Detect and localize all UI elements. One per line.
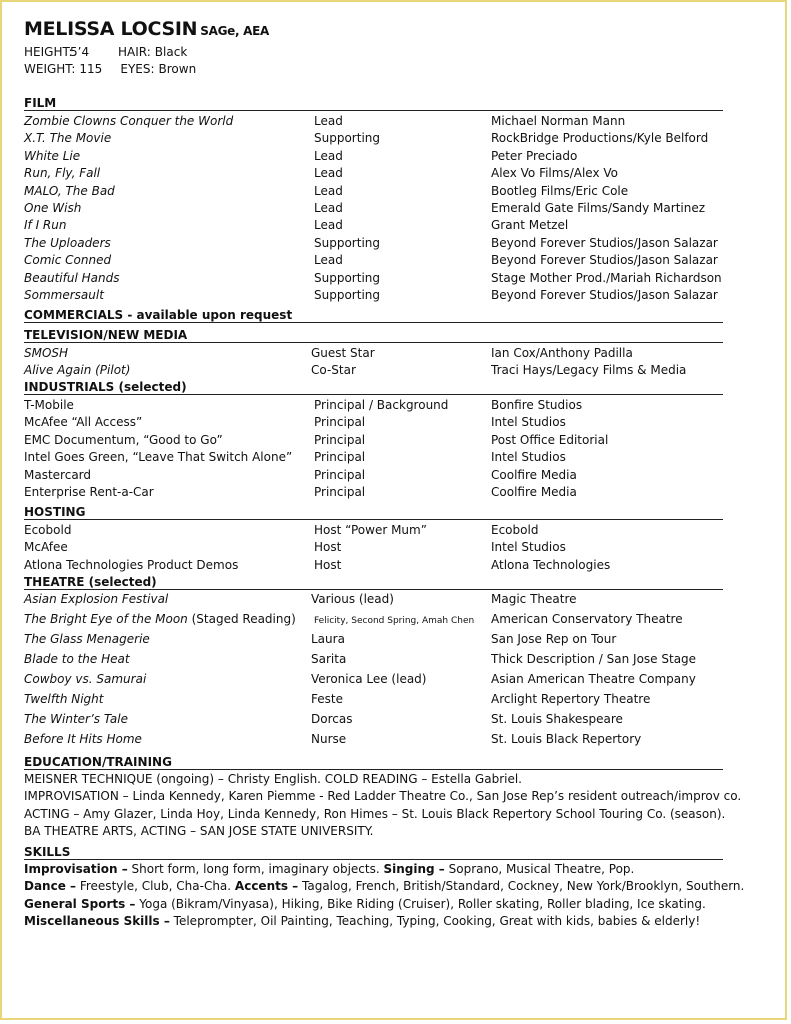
credit-company: Bootleg Films/Eric Cole <box>491 183 629 198</box>
film-credit-row <box>24 288 724 303</box>
credit-role: Lead <box>314 201 343 215</box>
credit-role: Co-Star <box>311 363 356 378</box>
credit-company: Coolfire Media <box>491 467 577 482</box>
industrial-credit-row <box>24 398 724 413</box>
skill-text: Tagalog, French, British/Standard, Cockney, New York/Brooklyn, Southern. <box>298 879 745 894</box>
credit-title: Asian Explosion Festival <box>24 592 169 606</box>
section-hosting-heading: HOSTING <box>24 505 723 520</box>
skills-list <box>24 861 745 931</box>
education-line: MEISNER TECHNIQUE (ongoing) – Christy English. COLD READING – Estella Gabriel. <box>24 772 522 786</box>
credit-role: Supporting <box>314 131 380 146</box>
theatre-credit-row <box>24 672 724 687</box>
credit-company: American Conservatory Theatre <box>491 612 683 626</box>
theatre-credit-row <box>24 592 724 607</box>
credit-role: Lead <box>314 114 343 128</box>
credit-title: Beautiful Hands <box>24 270 120 285</box>
credit-role: Host “Power Mum” <box>314 523 427 537</box>
hair-label: HAIR: <box>118 45 151 59</box>
credit-title: McAfee <box>24 540 68 555</box>
credit-company: Ecobold <box>491 523 539 537</box>
credit-title: Alive Again (Pilot) <box>24 363 131 378</box>
credit-title: Intel Goes Green, “Leave That Switch Alone” <box>24 450 293 465</box>
credit-title: EMC Documentum, “Good to Go” <box>24 432 223 447</box>
credit-role: Principal <box>314 432 366 447</box>
education-list <box>24 771 742 841</box>
theatre-credit-row <box>24 712 724 727</box>
film-credit-row <box>24 149 724 164</box>
credit-role: Laura <box>311 632 345 646</box>
section-film-heading: FILM <box>24 96 723 111</box>
hosting-credit-row <box>24 558 724 573</box>
credit-role: Lead <box>314 166 343 181</box>
credit-role: Lead <box>314 218 343 233</box>
television-credit-row <box>24 346 724 361</box>
credit-role: Sarita <box>311 652 347 666</box>
credit-role: Supporting <box>314 270 380 285</box>
height-label: HEIGHT: <box>24 45 73 59</box>
skill-key: General Sports – <box>24 896 136 911</box>
skills-line-misc <box>24 913 729 930</box>
skills-line-improv-singing <box>24 861 729 878</box>
film-credit-row <box>24 184 724 199</box>
credit-company: Thick Description / San Jose Stage <box>491 652 697 666</box>
section-education-heading: EDUCATION/TRAINING <box>24 755 723 770</box>
film-credit-row <box>24 236 724 251</box>
credit-role: Dorcas <box>311 712 353 726</box>
credit-role: Veronica Lee (lead) <box>311 672 427 686</box>
credit-title: Cowboy vs. Samurai <box>24 672 147 686</box>
credit-company: Beyond Forever Studios/Jason Salazar <box>491 253 718 268</box>
credit-title: Zombie Clowns Conquer the World <box>24 114 234 128</box>
credit-company: Traci Hays/Legacy Films & Media <box>491 363 687 378</box>
credit-role: Supporting <box>314 288 380 302</box>
credit-title: The Bright Eye of the Moon <box>24 612 188 626</box>
credit-company: Grant Metzel <box>491 218 569 233</box>
skill-key: Improvisation – <box>24 862 128 876</box>
credit-company: Post Office Editorial <box>491 432 609 447</box>
credit-title-group <box>24 592 168 606</box>
section-industrials-heading: INDUSTRIALS (selected) <box>24 380 723 395</box>
credit-title-group <box>24 652 130 666</box>
credit-title-group <box>24 692 103 706</box>
credit-title-note: (Staged Reading) <box>187 612 296 626</box>
credit-title: Atlona Technologies Product Demos <box>24 557 239 572</box>
credit-role: Felicity, Second Spring, Amah Chen <box>314 616 475 626</box>
industrial-credit-row <box>24 433 724 448</box>
credit-title: If I Run <box>24 218 67 233</box>
industrial-credit-row <box>24 468 724 483</box>
credit-company: Peter Preciado <box>491 148 578 163</box>
credit-title: White Lie <box>24 148 81 163</box>
credit-company: Atlona Technologies <box>491 557 611 572</box>
weight-value: 115 <box>79 62 103 76</box>
section-television-heading: TELEVISION/NEW MEDIA <box>24 328 723 343</box>
skills-line-dance-accents <box>24 878 745 895</box>
credit-title: Twelfth Night <box>24 692 104 706</box>
education-line: IMPROVISATION – Linda Kennedy, Karen Piemme - Red Ladder Theatre Co., San Jose Rep’s resident outreach/improv co. <box>24 789 742 804</box>
theatre-credit-row <box>24 732 724 747</box>
industrial-credit-row <box>24 450 724 465</box>
credit-role: Nurse <box>311 732 347 746</box>
television-credit-row <box>24 363 724 378</box>
credit-company: Emerald Gate Films/Sandy Martinez <box>491 201 706 215</box>
education-line: ACTING – Amy Glazer, Linda Hoy, Linda Kennedy, Ron Himes – St. Louis Black Repertory School Touring Co. (season). <box>24 806 726 821</box>
skill-key: Dance – <box>24 879 77 894</box>
credit-title: Enterprise Rent-a-Car <box>24 485 154 499</box>
credit-title: Run, Fly, Fall <box>24 166 101 181</box>
eyes-value: Brown <box>158 62 197 76</box>
industrial-credit-row <box>24 485 724 500</box>
credit-role: Guest Star <box>311 346 375 360</box>
film-credit-row <box>24 131 724 146</box>
credit-company: St. Louis Shakespeare <box>491 712 623 726</box>
credit-company: Michael Norman Mann <box>491 114 626 128</box>
credit-role: Lead <box>314 148 343 163</box>
stats-line-1 <box>24 45 187 59</box>
credit-title: Mastercard <box>24 467 92 482</box>
credit-title: T-Mobile <box>24 398 74 412</box>
theatre-credit-row <box>24 632 724 647</box>
credit-title-group <box>24 672 146 686</box>
credit-role: Various (lead) <box>311 592 394 606</box>
hair-value: Black <box>154 45 188 59</box>
credit-company: San Jose Rep on Tour <box>491 632 617 646</box>
credit-role: Principal <box>314 485 366 499</box>
stats-line-2 <box>24 62 196 76</box>
credit-title-group <box>24 712 128 726</box>
credit-company: St. Louis Black Repertory <box>491 732 642 746</box>
credit-title: MALO, The Bad <box>24 183 115 198</box>
name-text: MELISSA LOCSIN <box>24 18 198 40</box>
credit-company: Coolfire Media <box>491 485 577 499</box>
film-credit-row <box>24 166 724 181</box>
skill-text: Teleprompter, Oil Painting, Teaching, Typing, Cooking, Great with kids, babies & elderly! <box>169 914 701 929</box>
film-credit-row <box>24 218 724 233</box>
credit-company: Arclight Repertory Theatre <box>491 692 651 706</box>
credit-role: Host <box>314 557 342 572</box>
skill-text: Soprano, Musical Theatre, Pop. <box>444 862 635 876</box>
credit-role: Host <box>314 540 342 555</box>
credit-company: Beyond Forever Studios/Jason Salazar <box>491 288 718 302</box>
union-affiliations: SAGe, AEA <box>200 24 269 38</box>
theatre-credit-row <box>24 652 724 667</box>
skill-key: Singing – <box>383 862 445 876</box>
credit-role: Principal / Background <box>314 398 449 412</box>
credit-title: Ecobold <box>24 523 72 537</box>
hosting-credit-row <box>24 523 724 538</box>
film-credit-row <box>24 201 724 216</box>
credit-title: X.T. The Movie <box>24 131 112 146</box>
eyes-label: EYES: <box>120 62 155 76</box>
credit-company: Intel Studios <box>491 450 566 465</box>
skills-line-sports <box>24 896 729 913</box>
theatre-credit-row <box>24 612 724 627</box>
credit-title: One Wish <box>24 201 82 215</box>
skill-key: Accents – <box>234 879 299 894</box>
credit-role: Principal <box>314 415 366 430</box>
credit-role: Lead <box>314 183 343 198</box>
credit-title: Sommersault <box>24 288 104 302</box>
credit-title: Blade to the Heat <box>24 652 130 666</box>
credit-company: Intel Studios <box>491 540 566 555</box>
credit-role: Supporting <box>314 235 380 250</box>
credit-company: Stage Mother Prod./Mariah Richardson <box>491 270 722 285</box>
credit-company: Alex Vo Films/Alex Vo <box>491 166 618 181</box>
film-credit-row <box>24 114 724 129</box>
credit-title: Before It Hits Home <box>24 732 142 746</box>
film-credit-row <box>24 253 724 268</box>
credit-role: Principal <box>314 450 366 465</box>
height-value: 5’4 <box>70 45 90 59</box>
industrial-credit-row <box>24 415 724 430</box>
skill-key: Miscellaneous Skills – <box>24 914 170 929</box>
film-credit-row <box>24 271 724 286</box>
credit-title-group <box>24 732 142 746</box>
skill-text: Yoga (Bikram/Vinyasa), Hiking, Bike Riding (Cruiser), Roller skating, Roller blading, Ice skating. <box>135 896 706 911</box>
actor-name <box>24 18 269 40</box>
skill-text: Short form, long form, imaginary objects. <box>127 862 384 876</box>
credit-title-group <box>24 632 150 646</box>
credit-title: The Winter’s Tale <box>24 712 128 726</box>
credit-company: Asian American Theatre Company <box>491 672 696 686</box>
credit-title: The Glass Menagerie <box>24 632 150 646</box>
credit-title: McAfee “All Access” <box>24 415 143 430</box>
weight-label: WEIGHT: <box>24 62 76 76</box>
credit-title-group <box>24 612 296 626</box>
skill-text: Freestyle, Club, Cha-Cha. <box>76 879 235 894</box>
credit-role: Principal <box>314 467 366 482</box>
credit-company: Intel Studios <box>491 415 566 430</box>
credit-company: Beyond Forever Studios/Jason Salazar <box>491 235 718 250</box>
credit-title: SMOSH <box>24 346 69 360</box>
section-skills-heading: SKILLS <box>24 845 723 860</box>
credit-role: Lead <box>314 253 343 268</box>
hosting-credit-row <box>24 540 724 555</box>
credit-company: Magic Theatre <box>491 592 577 606</box>
education-line: BA THEATRE ARTS, ACTING – SAN JOSE STATE UNIVERSITY. <box>24 824 374 839</box>
credit-role: Feste <box>311 692 343 706</box>
credit-title: Comic Conned <box>24 253 112 268</box>
credit-company: Ian Cox/Anthony Padilla <box>491 346 633 360</box>
section-commercials-heading: COMMERCIALS - available upon request <box>24 308 723 323</box>
section-theatre-heading: THEATRE (selected) <box>24 575 723 590</box>
theatre-credit-row <box>24 692 724 707</box>
credit-company: RockBridge Productions/Kyle Belford <box>491 131 709 146</box>
credit-title: The Uploaders <box>24 235 111 250</box>
credit-company: Bonfire Studios <box>491 398 583 412</box>
